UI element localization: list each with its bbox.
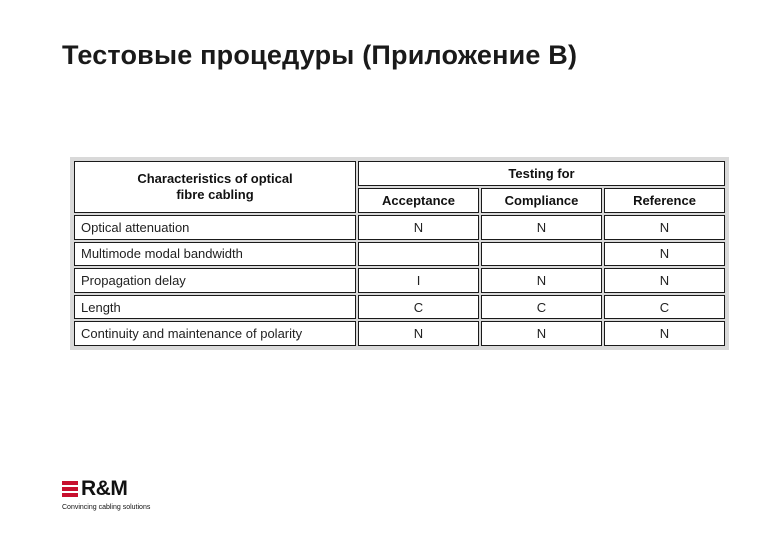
cell-reference: N	[604, 242, 725, 267]
cell-compliance	[481, 242, 602, 267]
row-label: Optical attenuation	[74, 215, 356, 240]
table-row	[74, 215, 725, 240]
cell-reference: N	[604, 268, 725, 293]
rm-logo	[62, 479, 127, 499]
cell-reference: N	[604, 215, 725, 240]
cell-compliance: C	[481, 295, 602, 320]
header-reference: Reference	[604, 188, 725, 213]
spec-table	[72, 159, 727, 348]
cell-acceptance: N	[358, 321, 479, 346]
row-label: Propagation delay	[74, 268, 356, 293]
logo-bars-icon	[62, 481, 78, 497]
header-acceptance: Acceptance	[358, 188, 479, 213]
logo-text: R&M	[81, 477, 128, 500]
cell-compliance: N	[481, 268, 602, 293]
table-row	[74, 242, 725, 267]
cell-compliance: N	[481, 215, 602, 240]
header-testing-for: Testing for	[358, 161, 725, 186]
cell-compliance: N	[481, 321, 602, 346]
cell-acceptance: N	[358, 215, 479, 240]
cell-acceptance: C	[358, 295, 479, 320]
cell-acceptance	[358, 242, 479, 267]
header-compliance: Compliance	[481, 188, 602, 213]
test-procedures-table	[70, 157, 729, 350]
table-row	[74, 268, 725, 293]
row-label: Continuity and maintenance of polarity	[74, 321, 356, 346]
header-characteristics: Characteristics of optical fibre cabling	[74, 161, 356, 213]
table-row	[74, 321, 725, 346]
row-label: Multimode modal bandwidth	[74, 242, 356, 267]
cell-reference: N	[604, 321, 725, 346]
logo-tagline: Convincing cabling solutions	[62, 504, 151, 511]
cell-acceptance: I	[358, 268, 479, 293]
cell-reference: C	[604, 295, 725, 320]
table-row	[74, 295, 725, 320]
row-label: Length	[74, 295, 356, 320]
slide-title: Тестовые процедуры (Приложение B)	[62, 40, 578, 70]
